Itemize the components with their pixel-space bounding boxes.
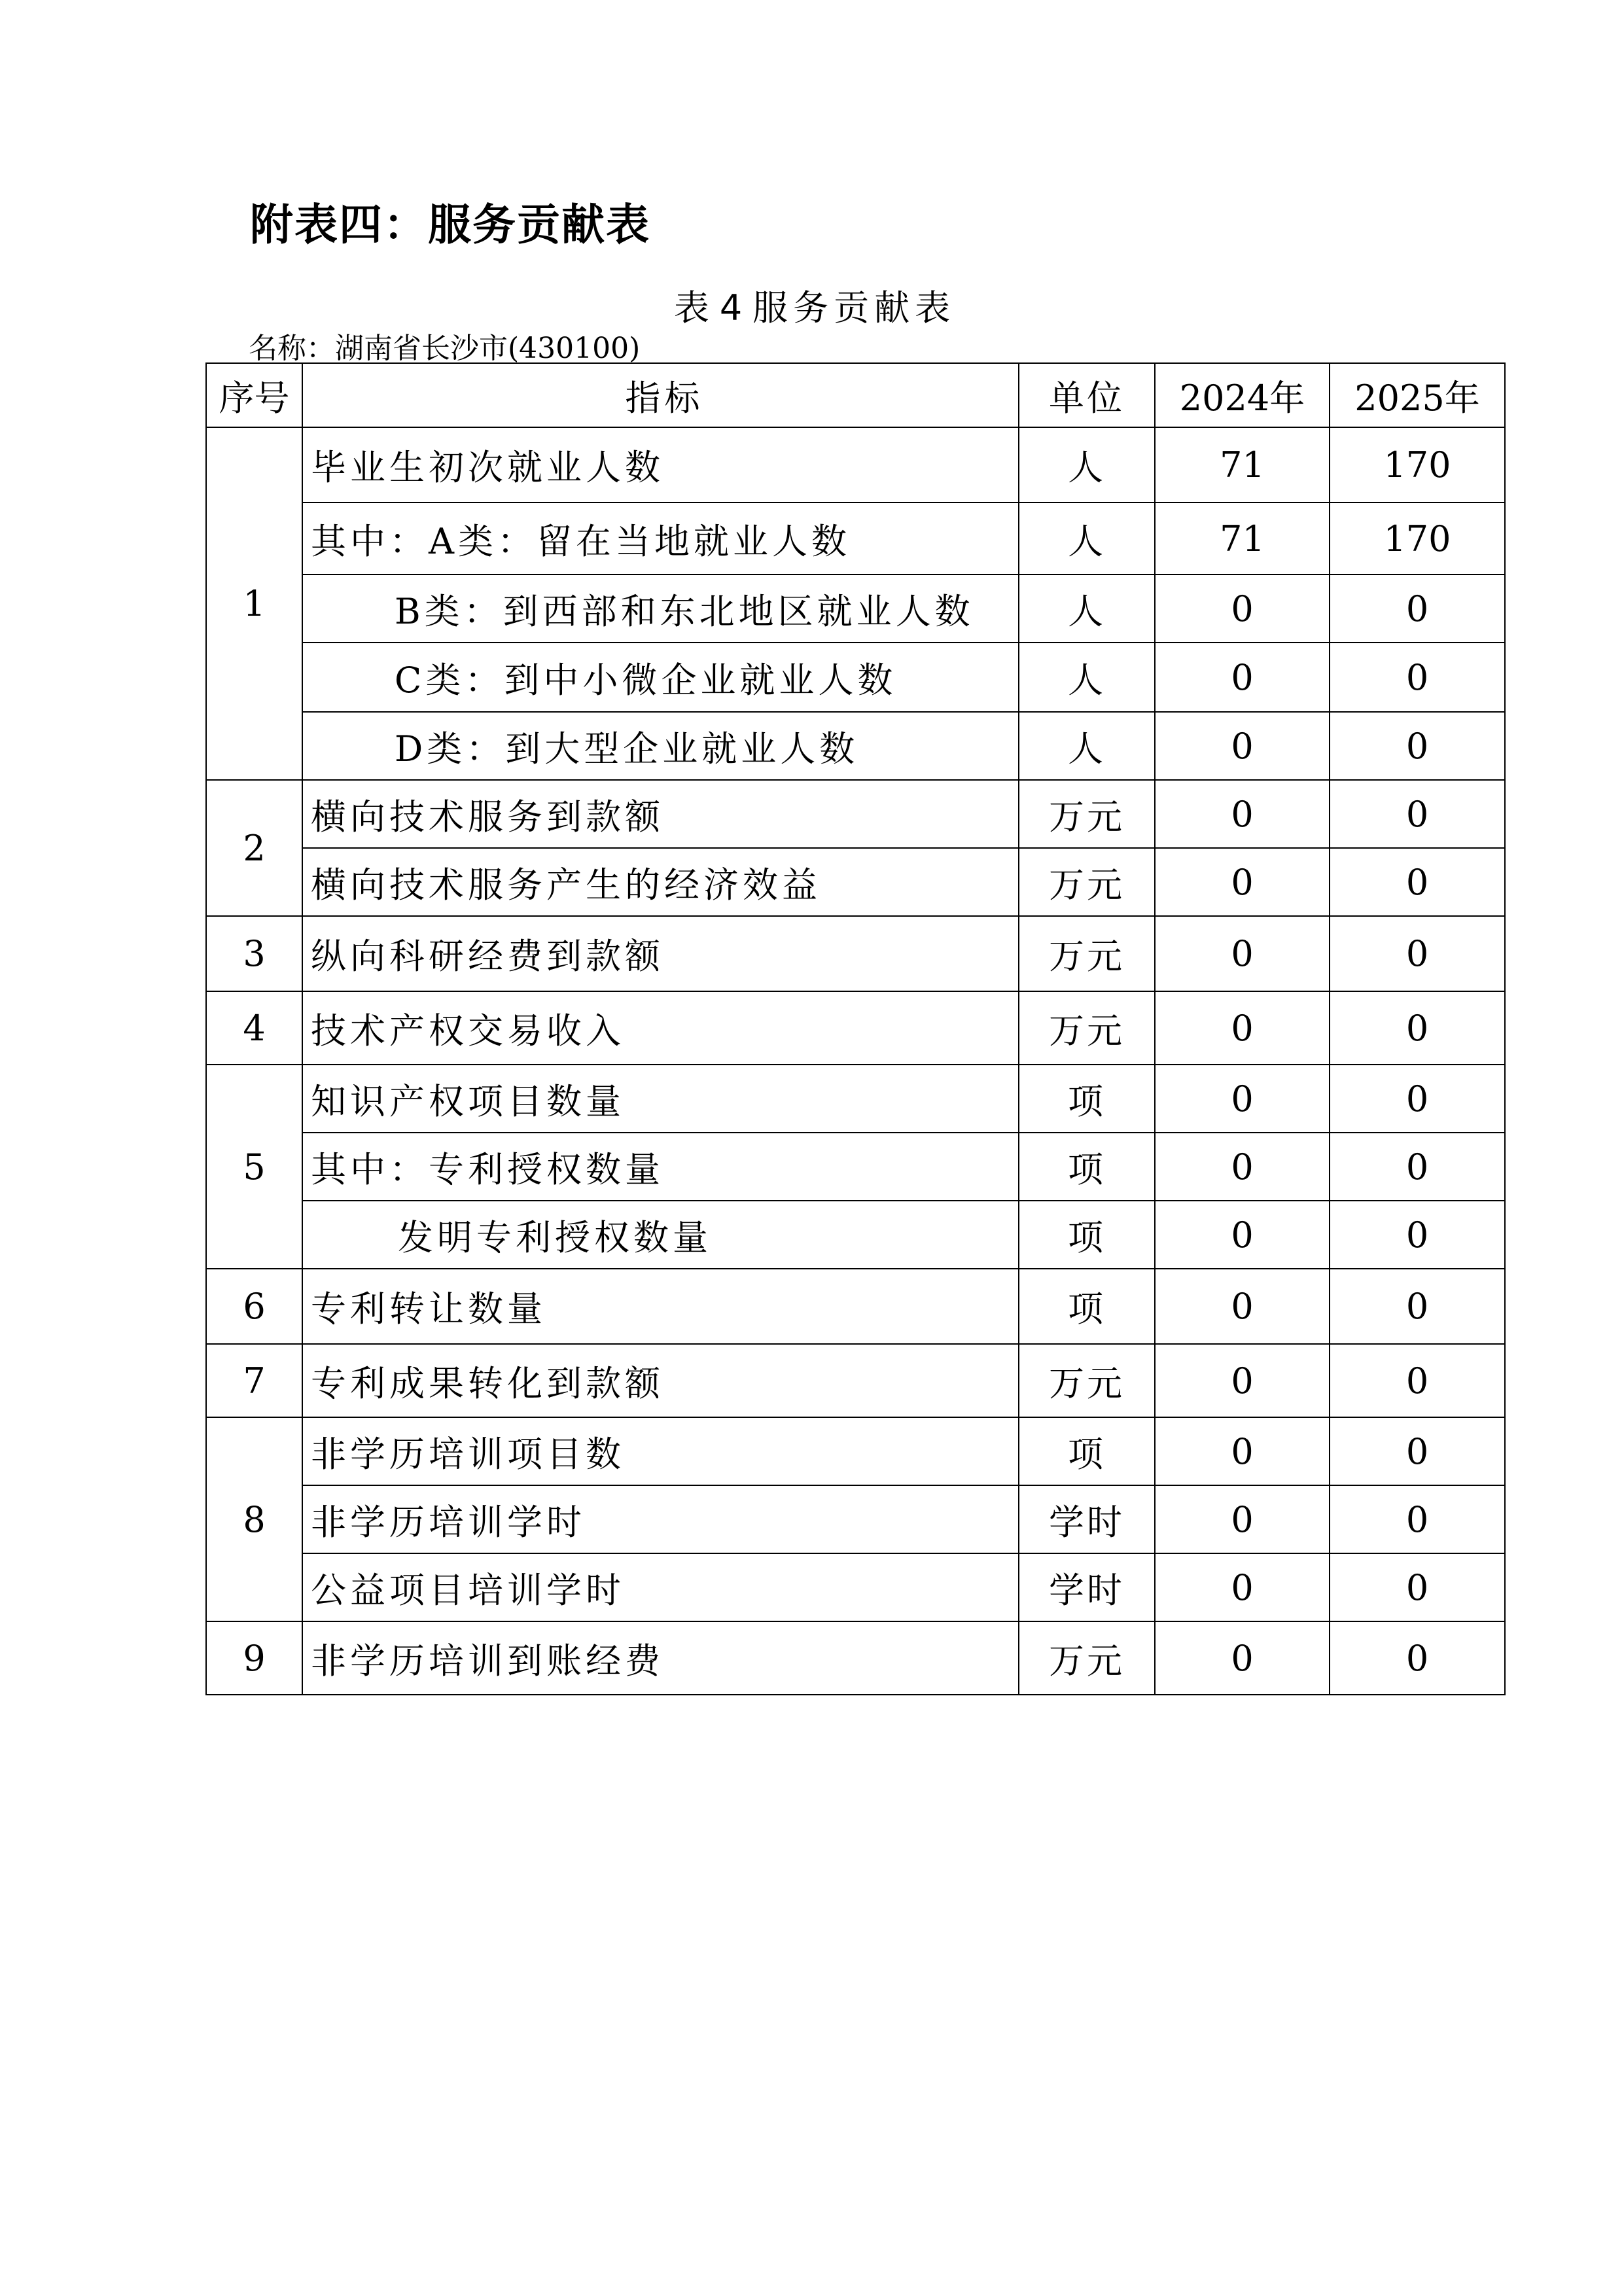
header-indicator: 指标: [302, 363, 1019, 427]
page-heading: 附表四：服务贡献表: [250, 200, 650, 250]
indicator-cell: 横向技术服务到款额: [302, 780, 1019, 848]
value-2024-cell: 0: [1155, 712, 1330, 780]
value-2024-cell: 71: [1155, 503, 1330, 574]
unit-cell: 学时: [1019, 1485, 1155, 1553]
row-number: 2: [206, 780, 302, 916]
value-2024-cell: 0: [1155, 780, 1330, 848]
unit-cell: 人: [1019, 643, 1155, 712]
indicator-cell: 其中：A类：留在当地就业人数: [302, 503, 1019, 574]
unit-cell: 万元: [1019, 1344, 1155, 1417]
row-number: 3: [206, 916, 302, 991]
value-2025-cell: 0: [1330, 1133, 1505, 1201]
value-2025-cell: 0: [1330, 916, 1505, 991]
unit-cell: 项: [1019, 1269, 1155, 1344]
value-2025-cell: 0: [1330, 1485, 1505, 1553]
unit-cell: 万元: [1019, 916, 1155, 991]
table-row: [206, 1553, 1505, 1621]
caption-number: 4: [719, 287, 748, 328]
unit-cell: 项: [1019, 1133, 1155, 1201]
indicator-cell: 技术产权交易收入: [302, 991, 1019, 1065]
value-2025-cell: 0: [1330, 1553, 1505, 1621]
table-row: [206, 712, 1505, 780]
table-row: [206, 1065, 1505, 1133]
table-row: [206, 916, 1505, 991]
table-row: [206, 780, 1505, 848]
table-row: [206, 574, 1505, 643]
table-row: [206, 848, 1505, 916]
header-unit: 单位: [1019, 363, 1155, 427]
indicator-cell: 发明专利授权数量: [302, 1201, 1019, 1269]
value-2024-cell: 0: [1155, 1133, 1330, 1201]
unit-cell: 人: [1019, 503, 1155, 574]
value-2024-cell: 0: [1155, 916, 1330, 991]
table-body: [206, 427, 1505, 1695]
indicator-cell: 知识产权项目数量: [302, 1065, 1019, 1133]
value-2025-cell: 0: [1330, 1344, 1505, 1417]
value-2025-cell: 0: [1330, 991, 1505, 1065]
unit-cell: 万元: [1019, 1621, 1155, 1695]
header-no: 序号: [206, 363, 302, 427]
value-2024-cell: 0: [1155, 1553, 1330, 1621]
value-2025-cell: 0: [1330, 1269, 1505, 1344]
table-caption: [0, 280, 1624, 330]
unit-cell: 项: [1019, 1417, 1155, 1485]
value-2025-cell: 0: [1330, 712, 1505, 780]
value-2025-cell: 170: [1330, 503, 1505, 574]
indicator-cell: 公益项目培训学时: [302, 1553, 1019, 1621]
value-2025-cell: 170: [1330, 427, 1505, 503]
indicator-cell: B类：到西部和东北地区就业人数: [302, 574, 1019, 643]
indicator-cell: 专利转让数量: [302, 1269, 1019, 1344]
table-row: [206, 1485, 1505, 1553]
value-2024-cell: 0: [1155, 1485, 1330, 1553]
value-2025-cell: 0: [1330, 1201, 1505, 1269]
row-number: 8: [206, 1417, 302, 1621]
unit-cell: 项: [1019, 1201, 1155, 1269]
table-row: [206, 643, 1505, 712]
table-row: [206, 1417, 1505, 1485]
value-2025-cell: 0: [1330, 1417, 1505, 1485]
unit-cell: 学时: [1019, 1553, 1155, 1621]
header-2024: 2024年: [1155, 363, 1330, 427]
row-number: 5: [206, 1065, 302, 1269]
row-number: 6: [206, 1269, 302, 1344]
header-2025: 2025年: [1330, 363, 1505, 427]
value-2024-cell: 0: [1155, 991, 1330, 1065]
row-number: 9: [206, 1621, 302, 1695]
value-2024-cell: 0: [1155, 1417, 1330, 1485]
unit-cell: 人: [1019, 712, 1155, 780]
table-row: [206, 1269, 1505, 1344]
table-row: [206, 503, 1505, 574]
table-row: [206, 427, 1505, 503]
value-2024-cell: 0: [1155, 1065, 1330, 1133]
value-2024-cell: 0: [1155, 1201, 1330, 1269]
value-2025-cell: 0: [1330, 1065, 1505, 1133]
table-row: [206, 1621, 1505, 1695]
row-number: 4: [206, 991, 302, 1065]
name-label: 名称：湖南省长沙市(430100): [249, 332, 641, 365]
indicator-cell: 非学历培训项目数: [302, 1417, 1019, 1485]
row-number: 7: [206, 1344, 302, 1417]
indicator-cell: 非学历培训学时: [302, 1485, 1019, 1553]
indicator-cell: 纵向科研经费到款额: [302, 916, 1019, 991]
value-2025-cell: 0: [1330, 643, 1505, 712]
value-2024-cell: 71: [1155, 427, 1330, 503]
caption-title: 服务贡献表: [752, 287, 956, 328]
unit-cell: 万元: [1019, 848, 1155, 916]
table-row: [206, 1344, 1505, 1417]
value-2025-cell: 0: [1330, 574, 1505, 643]
unit-cell: 人: [1019, 574, 1155, 643]
unit-cell: 人: [1019, 427, 1155, 503]
caption-prefix: 表: [673, 287, 715, 328]
value-2024-cell: 0: [1155, 1269, 1330, 1344]
value-2024-cell: 0: [1155, 1344, 1330, 1417]
indicator-cell: C类：到中小微企业就业人数: [302, 643, 1019, 712]
value-2025-cell: 0: [1330, 780, 1505, 848]
indicator-cell: 专利成果转化到款额: [302, 1344, 1019, 1417]
indicator-cell: 横向技术服务产生的经济效益: [302, 848, 1019, 916]
value-2024-cell: 0: [1155, 574, 1330, 643]
table-row: [206, 1201, 1505, 1269]
indicator-cell: 非学历培训到账经费: [302, 1621, 1019, 1695]
value-2025-cell: 0: [1330, 1621, 1505, 1695]
indicator-cell: D类：到大型企业就业人数: [302, 712, 1019, 780]
row-number: 1: [206, 427, 302, 780]
unit-cell: 项: [1019, 1065, 1155, 1133]
table-header-row: [206, 363, 1505, 427]
value-2024-cell: 0: [1155, 1621, 1330, 1695]
value-2025-cell: 0: [1330, 848, 1505, 916]
indicator-cell: 毕业生初次就业人数: [302, 427, 1019, 503]
unit-cell: 万元: [1019, 991, 1155, 1065]
indicator-cell: 其中：专利授权数量: [302, 1133, 1019, 1201]
service-contribution-table: [205, 362, 1506, 1695]
table-row: [206, 1133, 1505, 1201]
unit-cell: 万元: [1019, 780, 1155, 848]
value-2024-cell: 0: [1155, 848, 1330, 916]
table-row: [206, 991, 1505, 1065]
value-2024-cell: 0: [1155, 643, 1330, 712]
